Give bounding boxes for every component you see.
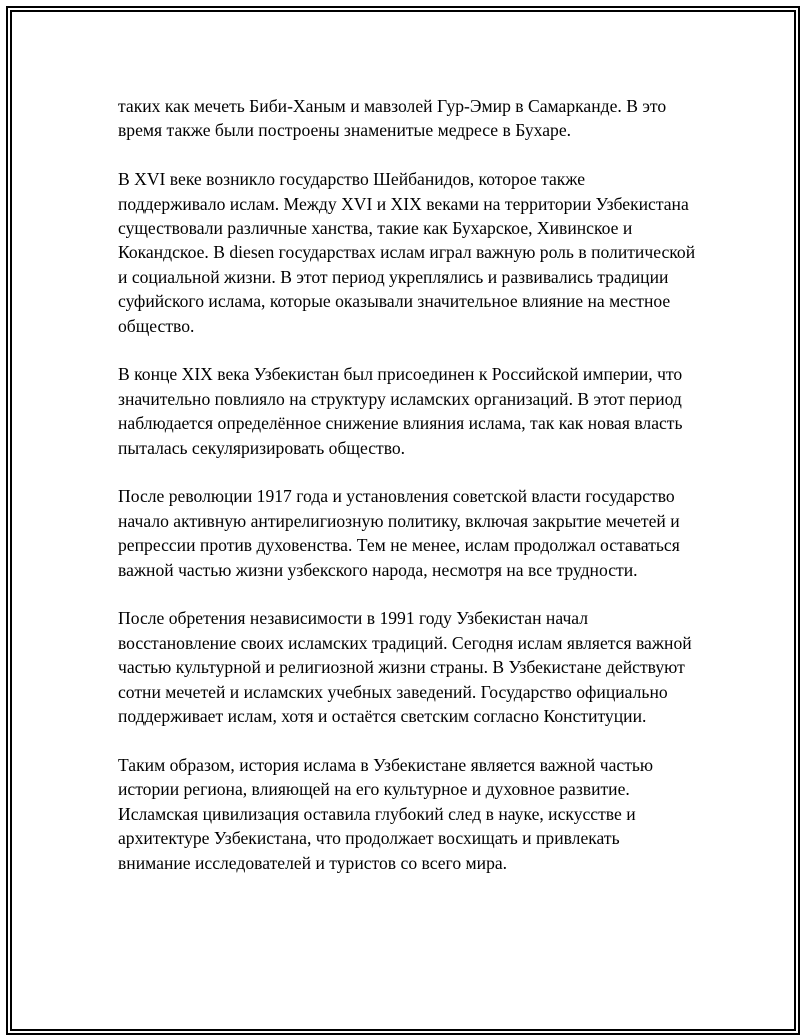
paragraph-1: таких как мечеть Биби-Ханым и мавзолей Гур-Эмир в Самарканде. В это время также были построены знаменитые медресе в Бухаре. [118,96,667,141]
paragraph-6: Таким образом, история ислама в Узбекистане является важной частью истории региона, влияющей на его культурное и духовное развитие. Исламская цивилизация оставила глубокий след в науке, искусстве и архитектуре Узбекистана, что продолжает восхищать и привлекать внимание исследователей и туристов со всего мира. [118,754,654,873]
paragraph-3: В конце XIX века Узбекистан был присоединен к Российской империи, что значительно повлияло на структуру исламских организаций. В этот период наблюдается определённое снижение влияния ислама, так как новая власть пыталась секуляризировать общество. [118,364,683,458]
paragraph-2: В XVI веке возникло государство Шейбанидов, которое также поддерживало ислам. Между XVI и XIX веками на территории Узбекистана существовали различные ханства, такие как Бухарское, Хивинское и Кокандское. В diesen государствах ислам играл важную роль в политической и социальной жизни. В этот период укреплялись и развивались традиции суфийского ислама, которые оказывали значительное влияние на местное общество. [118,169,696,336]
document-body [118,94,696,899]
paragraph-4: После революции 1917 года и установления советской власти государство начало активную антирелигиозную политику, включая закрытие мечетей и репрессии против духовенства. Тем не менее, ислам продолжал оставаться важной частью жизни узбекского народа, несмотря на все трудности. [118,486,680,580]
paragraph-5: После обретения независимости в 1991 году Узбекистан начал восстановление своих исламских традиций. Сегодня ислам является важной частью культурной и религиозной жизни страны. В Узбекистане действуют сотни мечетей и исламских учебных заведений. Государство официально поддерживает ислам, хотя и остаётся светским согласно Конституции. [118,608,692,727]
